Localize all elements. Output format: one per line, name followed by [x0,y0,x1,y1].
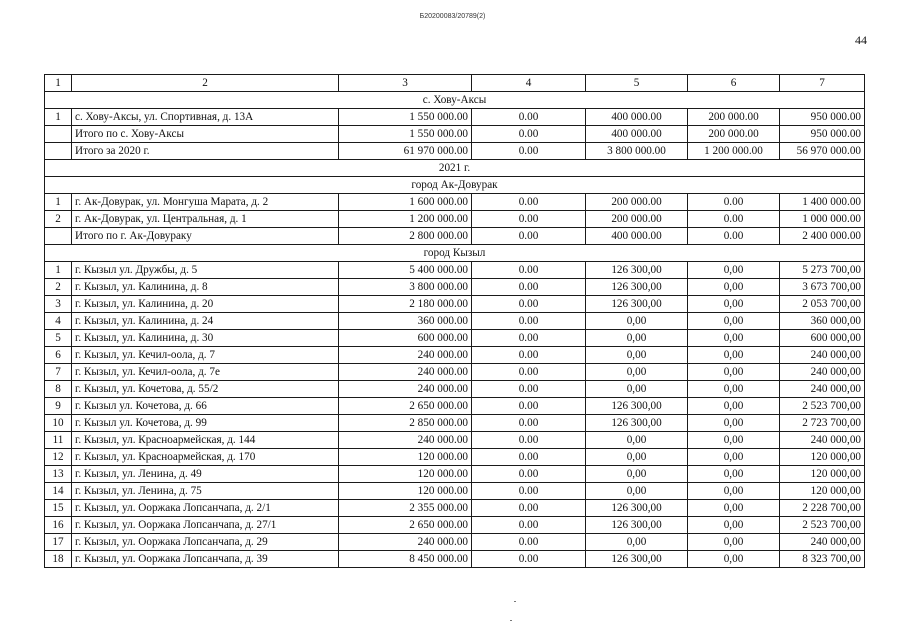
table-row [45,211,865,228]
amount-col4-cell: 0.00 [472,347,586,364]
amount-col3-cell: 2 650 000.00 [339,398,472,415]
amount-col4-cell: 0.00 [472,296,586,313]
amount-col5-cell: 0,00 [586,347,688,364]
amount-col4-cell: 0.00 [472,432,586,449]
row-number-cell: 16 [45,517,72,534]
amount-col3-cell: 240 000.00 [339,534,472,551]
row-number-cell: 17 [45,534,72,551]
amount-col3-cell: 2 850 000.00 [339,415,472,432]
table-row [45,194,865,211]
amount-col4-cell: 0.00 [472,279,586,296]
row-number-cell [45,228,72,245]
amount-col7-cell: 240 000,00 [780,381,865,398]
amount-col5-cell: 126 300,00 [586,551,688,568]
table-header-row [45,75,865,92]
amount-col5-cell: 0,00 [586,432,688,449]
table-row [45,279,865,296]
amount-col5-cell: 0,00 [586,466,688,483]
table-row [45,534,865,551]
amount-col3-cell: 240 000.00 [339,432,472,449]
amount-col4-cell: 0.00 [472,262,586,279]
row-number-cell: 14 [45,483,72,500]
address-cell: г. Кызыл, ул. Кочетова, д. 55/2 [72,381,339,398]
amount-col5-cell: 200 000.00 [586,194,688,211]
amount-col6-cell: 200 000.00 [688,126,780,143]
amount-col7-cell: 8 323 700,00 [780,551,865,568]
address-cell: г. Кызыл, ул. Красноармейская, д. 170 [72,449,339,466]
amount-col6-cell: 0,00 [688,466,780,483]
amount-col7-cell: 2 400 000.00 [780,228,865,245]
amount-col6-cell: 0,00 [688,432,780,449]
amount-col6-cell: 0.00 [688,211,780,228]
amount-col6-cell: 0,00 [688,551,780,568]
amount-col7-cell: 2 053 700,00 [780,296,865,313]
row-number-cell: 11 [45,432,72,449]
amount-col4-cell: 0.00 [472,228,586,245]
amount-col4-cell: 0.00 [472,194,586,211]
address-cell: г. Кызыл, ул. Ленина, д. 75 [72,483,339,500]
row-number-cell: 5 [45,330,72,347]
amount-col6-cell: 0,00 [688,517,780,534]
row-number-cell: 18 [45,551,72,568]
amount-col4-cell: 0.00 [472,364,586,381]
amount-col4-cell: 0.00 [472,449,586,466]
amount-col7-cell: 950 000.00 [780,109,865,126]
address-cell: г. Кызыл, ул. Красноармейская, д. 144 [72,432,339,449]
amount-col7-cell: 120 000,00 [780,483,865,500]
address-cell: г. Кызыл, ул. Кечил-оола, д. 7 [72,347,339,364]
row-number-cell [45,126,72,143]
table-row [45,109,865,126]
amount-col7-cell: 2 523 700,00 [780,398,865,415]
amount-col6-cell: 0,00 [688,534,780,551]
amount-col6-cell: 0,00 [688,262,780,279]
address-cell: г. Кызыл, ул. Кечил-оола, д. 7е [72,364,339,381]
amount-col5-cell: 126 300,00 [586,398,688,415]
amount-col3-cell: 120 000.00 [339,449,472,466]
amount-col3-cell: 1 600 000.00 [339,194,472,211]
row-number-cell: 8 [45,381,72,398]
row-number-cell: 12 [45,449,72,466]
table-row [45,381,865,398]
amount-col7-cell: 56 970 000.00 [780,143,865,160]
amount-col3-cell: 61 970 000.00 [339,143,472,160]
amount-col3-cell: 2 800 000.00 [339,228,472,245]
address-cell: г. Кызыл, ул. Ооржака Лопсанчапа, д. 39 [72,551,339,568]
amount-col5-cell: 3 800 000.00 [586,143,688,160]
amount-col7-cell: 600 000,00 [780,330,865,347]
amount-col5-cell: 400 000.00 [586,228,688,245]
address-cell: г. Кызыл, ул. Ленина, д. 49 [72,466,339,483]
section-title: город Ак-Довурак [45,177,865,194]
amount-col3-cell: 240 000.00 [339,364,472,381]
amount-col7-cell: 1 000 000.00 [780,211,865,228]
amount-col5-cell: 0,00 [586,364,688,381]
row-number-cell: 15 [45,500,72,517]
address-cell: Итого по г. Ак-Довураку [72,228,339,245]
amount-col7-cell: 240 000,00 [780,347,865,364]
header-cell-7: 7 [780,75,865,92]
row-number-cell: 7 [45,364,72,381]
section-row [45,160,865,177]
amount-col6-cell: 0.00 [688,194,780,211]
amount-col7-cell: 950 000.00 [780,126,865,143]
amount-col4-cell: 0.00 [472,109,586,126]
row-number-cell: 2 [45,279,72,296]
amount-col4-cell: 0.00 [472,211,586,228]
amount-col5-cell: 126 300,00 [586,517,688,534]
amount-col3-cell: 2 180 000.00 [339,296,472,313]
amount-col5-cell: 0,00 [586,313,688,330]
amount-col3-cell: 5 400 000.00 [339,262,472,279]
amount-col5-cell: 0,00 [586,381,688,398]
amount-col3-cell: 120 000.00 [339,483,472,500]
amount-col3-cell: 1 550 000.00 [339,109,472,126]
address-cell: г. Кызыл, ул. Калинина, д. 24 [72,313,339,330]
address-cell: г. Кызыл, ул. Калинина, д. 20 [72,296,339,313]
amount-col5-cell: 126 300,00 [586,415,688,432]
amount-col6-cell: 200 000.00 [688,109,780,126]
header-cell-4: 4 [472,75,586,92]
amount-col4-cell: 0.00 [472,126,586,143]
address-cell: г. Ак-Довурак, ул. Центральная, д. 1 [72,211,339,228]
header-cell-6: 6 [688,75,780,92]
amount-col4-cell: 0.00 [472,500,586,517]
table-row [45,398,865,415]
address-cell: г. Кызыл, ул. Ооржака Лопсанчапа, д. 29 [72,534,339,551]
table-row [45,143,865,160]
table-row [45,551,865,568]
amount-col5-cell: 0,00 [586,449,688,466]
amount-col4-cell: 0.00 [472,313,586,330]
amount-col3-cell: 8 450 000.00 [339,551,472,568]
row-number-cell: 3 [45,296,72,313]
amount-col5-cell: 0,00 [586,330,688,347]
row-number-cell: 13 [45,466,72,483]
address-cell: г. Кызыл ул. Кочетова, д. 99 [72,415,339,432]
section-title: 2021 г. [45,160,865,177]
row-number-cell: 9 [45,398,72,415]
amount-col7-cell: 240 000,00 [780,432,865,449]
amount-col4-cell: 0.00 [472,517,586,534]
address-cell: г. Кызыл ул. Дружбы, д. 5 [72,262,339,279]
amount-col3-cell: 1 550 000.00 [339,126,472,143]
section-title: с. Хову-Аксы [45,92,865,109]
amount-col6-cell: 0,00 [688,364,780,381]
header-cell-1: 1 [45,75,72,92]
section-row [45,245,865,262]
row-number-cell: 6 [45,347,72,364]
amount-col4-cell: 0.00 [472,381,586,398]
amount-col7-cell: 240 000,00 [780,364,865,381]
amount-col7-cell: 360 000,00 [780,313,865,330]
amount-col7-cell: 3 673 700,00 [780,279,865,296]
amount-col6-cell: 1 200 000.00 [688,143,780,160]
table-row [45,228,865,245]
amount-col6-cell: 0,00 [688,398,780,415]
amount-col4-cell: 0.00 [472,483,586,500]
amount-col7-cell: 2 523 700,00 [780,517,865,534]
scan-speck [510,620,512,621]
amount-col6-cell: 0.00 [688,228,780,245]
amount-col5-cell: 0,00 [586,534,688,551]
budget-table [44,74,865,568]
address-cell: г. Ак-Довурак, ул. Монгуша Марата, д. 2 [72,194,339,211]
table-row [45,262,865,279]
amount-col6-cell: 0,00 [688,296,780,313]
table-row [45,466,865,483]
address-cell: г. Кызыл, ул. Калинина, д. 8 [72,279,339,296]
amount-col4-cell: 0.00 [472,398,586,415]
amount-col4-cell: 0.00 [472,466,586,483]
amount-col5-cell: 126 300,00 [586,279,688,296]
amount-col6-cell: 0,00 [688,381,780,398]
section-row [45,92,865,109]
row-number-cell: 4 [45,313,72,330]
row-number-cell: 1 [45,194,72,211]
amount-col5-cell: 200 000.00 [586,211,688,228]
amount-col5-cell: 126 300,00 [586,500,688,517]
table-row [45,483,865,500]
amount-col3-cell: 240 000.00 [339,381,472,398]
scan-speck [514,601,516,602]
amount-col4-cell: 0.00 [472,534,586,551]
table-row [45,330,865,347]
amount-col4-cell: 0.00 [472,551,586,568]
amount-col6-cell: 0,00 [688,279,780,296]
row-number-cell [45,143,72,160]
amount-col3-cell: 3 800 000.00 [339,279,472,296]
amount-col3-cell: 360 000.00 [339,313,472,330]
address-cell: Итого по с. Хову-Аксы [72,126,339,143]
row-number-cell: 2 [45,211,72,228]
document-id: Б20200083/20789(2) [419,13,486,20]
amount-col7-cell: 5 273 700,00 [780,262,865,279]
table-row [45,415,865,432]
table-row [45,517,865,534]
amount-col5-cell: 126 300,00 [586,296,688,313]
header-cell-5: 5 [586,75,688,92]
amount-col6-cell: 0,00 [688,500,780,517]
amount-col7-cell: 1 400 000.00 [780,194,865,211]
table-row [45,296,865,313]
address-cell: с. Хову-Аксы, ул. Спортивная, д. 13А [72,109,339,126]
table-row [45,500,865,517]
amount-col7-cell: 240 000,00 [780,534,865,551]
header-cell-3: 3 [339,75,472,92]
amount-col3-cell: 240 000.00 [339,347,472,364]
table-row [45,126,865,143]
table-body [45,75,865,568]
amount-col5-cell: 400 000.00 [586,109,688,126]
amount-col5-cell: 400 000.00 [586,126,688,143]
amount-col4-cell: 0.00 [472,330,586,347]
amount-col6-cell: 0,00 [688,415,780,432]
amount-col7-cell: 120 000,00 [780,449,865,466]
row-number-cell: 1 [45,262,72,279]
amount-col7-cell: 120 000,00 [780,466,865,483]
header-cell-2: 2 [72,75,339,92]
amount-col6-cell: 0,00 [688,347,780,364]
amount-col3-cell: 600 000.00 [339,330,472,347]
table-row [45,313,865,330]
row-number-cell: 1 [45,109,72,126]
page-number: 44 [855,33,867,47]
amount-col4-cell: 0.00 [472,143,586,160]
address-cell: г. Кызыл ул. Кочетова, д. 66 [72,398,339,415]
table-row [45,364,865,381]
table-row [45,449,865,466]
section-row [45,177,865,194]
amount-col3-cell: 2 650 000.00 [339,517,472,534]
section-title: город Кызыл [45,245,865,262]
amount-col7-cell: 2 723 700,00 [780,415,865,432]
amount-col3-cell: 2 355 000.00 [339,500,472,517]
amount-col6-cell: 0,00 [688,313,780,330]
row-number-cell: 10 [45,415,72,432]
amount-col4-cell: 0.00 [472,415,586,432]
amount-col3-cell: 120 000.00 [339,466,472,483]
amount-col6-cell: 0,00 [688,449,780,466]
amount-col6-cell: 0,00 [688,483,780,500]
address-cell: г. Кызыл, ул. Ооржака Лопсанчапа, д. 2/1 [72,500,339,517]
table-row [45,432,865,449]
amount-col3-cell: 1 200 000.00 [339,211,472,228]
amount-col5-cell: 126 300,00 [586,262,688,279]
address-cell: г. Кызыл, ул. Ооржака Лопсанчапа, д. 27/1 [72,517,339,534]
address-cell: г. Кызыл, ул. Калинина, д. 30 [72,330,339,347]
amount-col7-cell: 2 228 700,00 [780,500,865,517]
amount-col6-cell: 0,00 [688,330,780,347]
amount-col5-cell: 0,00 [586,483,688,500]
address-cell: Итого за 2020 г. [72,143,339,160]
table-row [45,347,865,364]
